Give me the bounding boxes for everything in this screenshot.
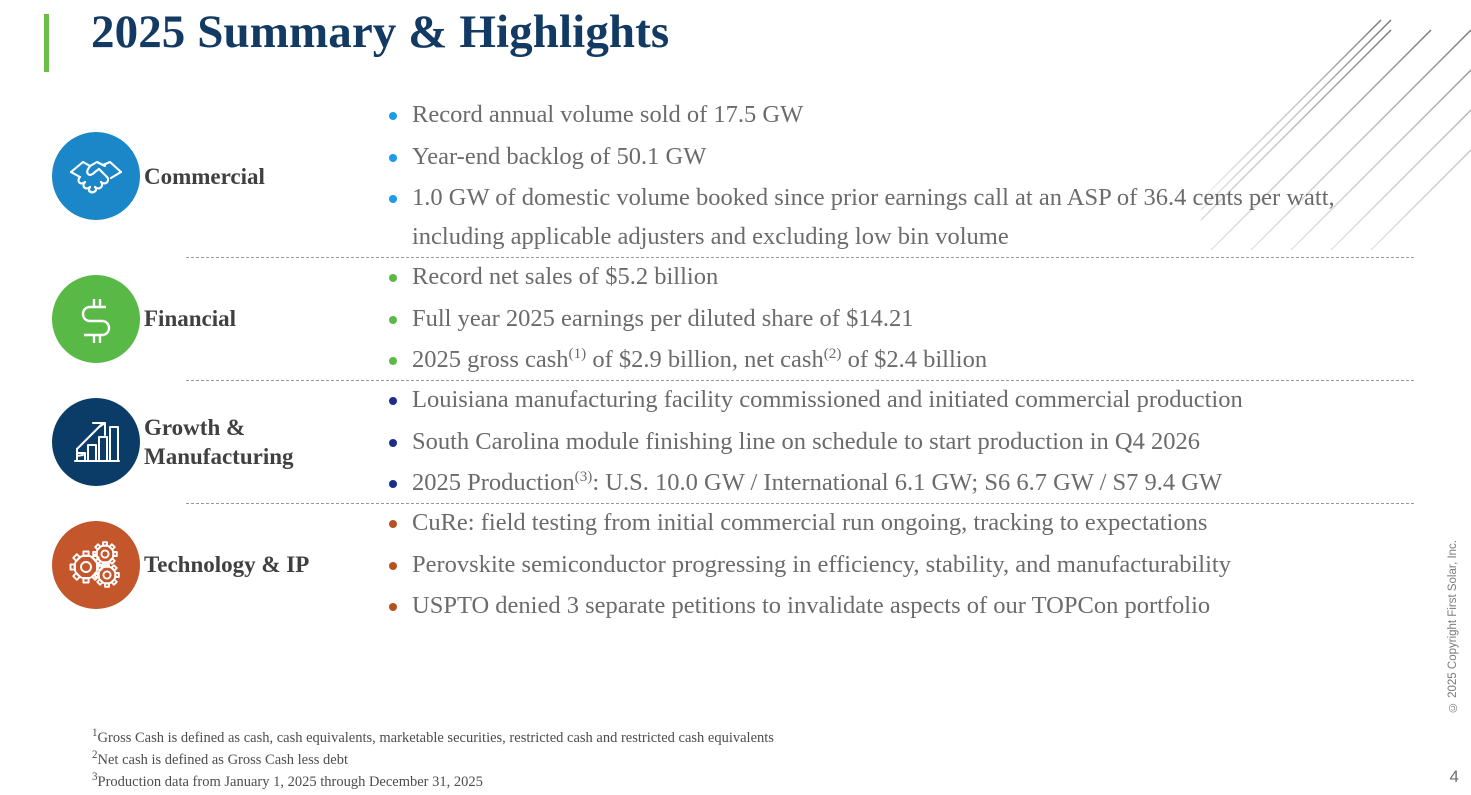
bullet-text-pre: 2025 Production: [412, 469, 575, 497]
bullet-list-financial: [382, 258, 1410, 380]
section-icon-cell: [0, 398, 120, 486]
bullet-item: Full year 2025 earnings per diluted share of $14.21: [382, 300, 1410, 339]
section-technology-ip: [0, 504, 1430, 626]
footnote-text: Gross Cash is defined as cash, cash equivalents, marketable securities, restricted cash and restricted cash equivalents: [97, 730, 774, 746]
gears-icon: [66, 535, 126, 595]
bullet-item: Perovskite semiconductor progressing in efficiency, stability, and manufacturability: [382, 546, 1410, 585]
bullet-text-pre: 2025 gross cash: [412, 346, 569, 374]
footnote-marker-3: (3): [574, 468, 593, 486]
page-title: 2025 Summary & Highlights: [91, 6, 670, 58]
section-label-technology-ip: Technology & IP: [144, 552, 310, 578]
slide-title-row: [44, 6, 669, 72]
section-label-financial: Financial: [144, 306, 237, 332]
growth-chart-icon: [67, 413, 125, 471]
section-growth-manufacturing: [0, 381, 1430, 503]
bullet-item: USPTO denied 3 separate petitions to invalidate aspects of our TOPCon portfolio: [382, 587, 1410, 626]
bullet-item: Louisiana manufacturing facility commissioned and initiated commercial production: [382, 381, 1410, 420]
footnote-number: 3: [92, 771, 98, 784]
footnote-number: 2: [92, 749, 98, 762]
bullet-item: Record net sales of $5.2 billion: [382, 258, 1410, 297]
bullet-list-growth: [382, 381, 1410, 503]
section-label-growth-manufacturing: [120, 413, 382, 472]
dollar-sign-icon: [68, 291, 124, 347]
section-icon-cell: [0, 521, 120, 609]
section-commercial: [0, 96, 1430, 257]
bullet-item: Record annual volume sold of 17.5 GW: [382, 96, 1410, 135]
bullet-item: CuRe: field testing from initial commercial run ongoing, tracking to expectations: [382, 504, 1410, 543]
section-bullets-cell: [382, 381, 1430, 503]
title-accent-bar: [44, 14, 49, 72]
bullet-item: Year-end backlog of 50.1 GW: [382, 138, 1410, 177]
bullet-list-commercial: [382, 96, 1410, 257]
page-number: 4: [1449, 767, 1459, 786]
bullet-item: 1.0 GW of domestic volume booked since prior earnings call at an ASP of 36.4 cents per watt, including applicable adjusters and excluding low bin volume: [382, 179, 1410, 256]
bullet-text-post: of $2.4 billion: [841, 346, 988, 374]
footnote-text: Production data from January 1, 2025 through December 31, 2025: [97, 774, 483, 791]
label-line-1: Growth &: [144, 414, 246, 440]
bullet-item: South Carolina module finishing line on schedule to start production in Q4 2026: [382, 423, 1410, 462]
bullet-item: [382, 464, 1410, 503]
footnote-marker-2: (2): [823, 345, 842, 363]
section-financial: [0, 258, 1430, 380]
section-label-commercial: Commercial: [144, 163, 265, 189]
label-line-2: Manufacturing: [144, 443, 294, 469]
highlight-sections: [0, 96, 1430, 626]
footnote-row: [92, 727, 774, 749]
bullet-list-technology: [382, 504, 1410, 626]
section-icon-cell: [0, 132, 120, 220]
footnote-row: [92, 749, 774, 771]
footnote-marker-1: (1): [568, 345, 587, 363]
bullet-text-mid: : U.S. 10.0 GW / International 6.1 GW; S6 6.7 GW / S7 9.4 GW: [592, 469, 1223, 497]
section-bullets-cell: [382, 504, 1430, 626]
footnotes-block: [92, 727, 774, 793]
handshake-icon: [66, 146, 126, 206]
section-bullets-cell: [382, 258, 1430, 380]
section-bullets-cell: [382, 96, 1430, 257]
section-icon-cell: [0, 275, 120, 363]
footnote-row: [92, 771, 774, 793]
footnote-text: Net cash is defined as Gross Cash less debt: [97, 752, 348, 769]
copyright-notice: © 2025 Copyright First Solar, Inc.: [1447, 540, 1459, 714]
footnote-number: 1: [92, 727, 98, 740]
bullet-text-mid: of $2.9 billion, net cash: [586, 346, 824, 374]
bullet-item: [382, 341, 1410, 380]
